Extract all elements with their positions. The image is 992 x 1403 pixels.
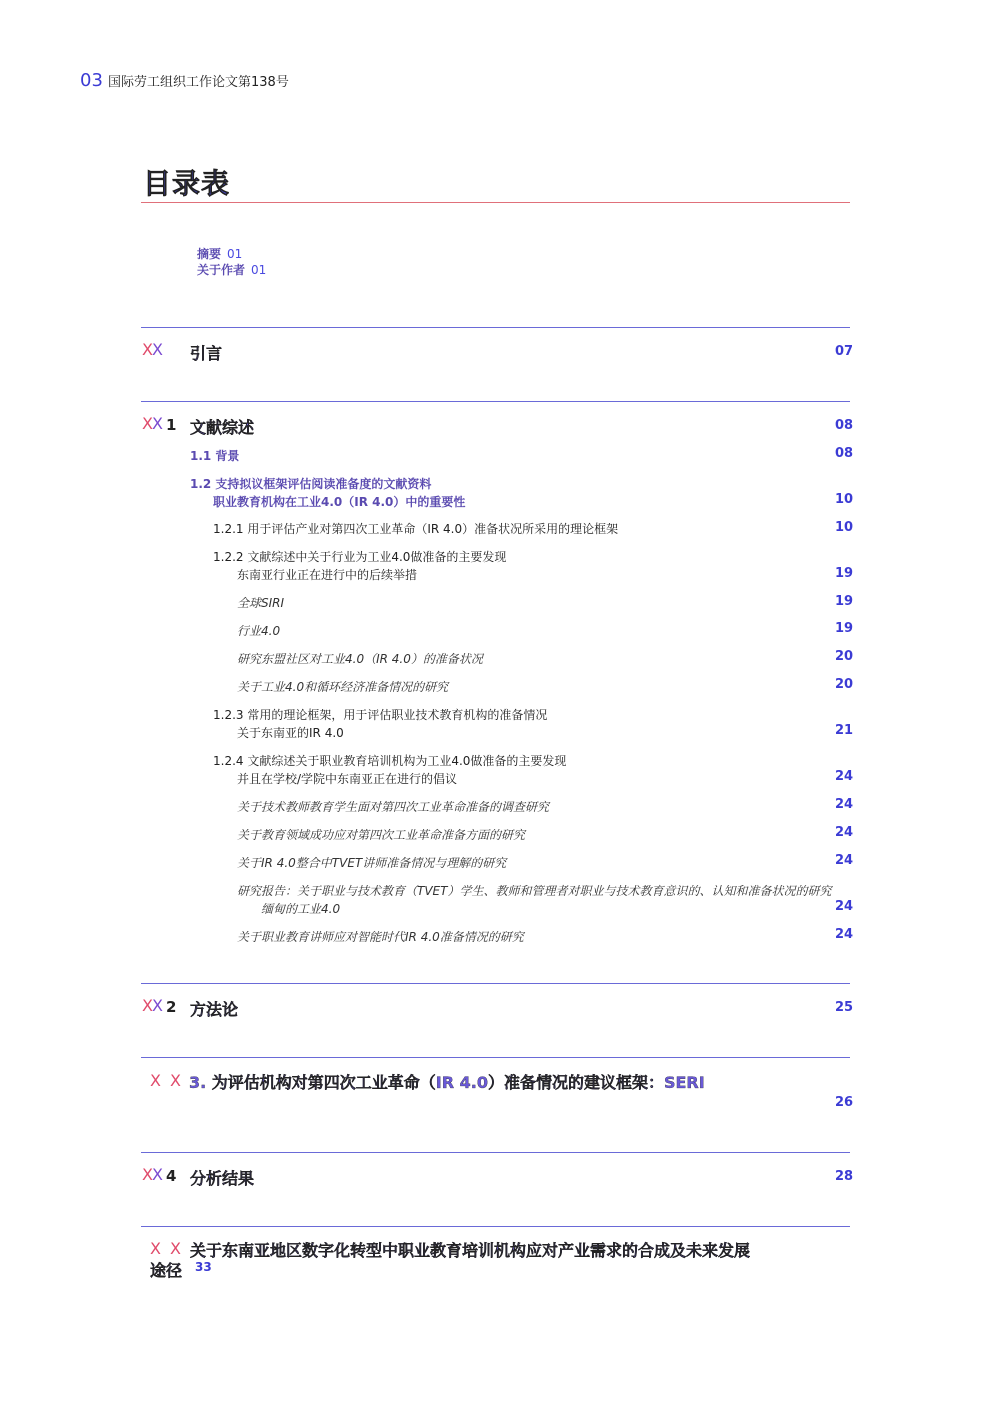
toc-entry: 行业4.0	[237, 624, 281, 638]
section-page: 26	[835, 1095, 854, 1110]
toc-page: 19	[835, 566, 854, 581]
toc-entry: 1.2 支持拟议框架评估阅读准备度的文献资料	[190, 477, 432, 491]
section-divider	[141, 1057, 850, 1058]
toc-entry: 研究东盟社区对工业4.0（IR 4.0）的准备状况	[237, 652, 483, 666]
section-marker: X X	[150, 1239, 184, 1258]
section-marker: XX	[142, 996, 162, 1015]
section-marker: XX	[142, 414, 162, 433]
toc-entry: 并且在学校/学院中东南亚正在进行的倡议	[237, 772, 458, 786]
section-divider	[141, 983, 850, 984]
toc-entry: 1.2.4 文献综述关于职业教育培训机构为工业4.0做准备的主要发现	[213, 754, 567, 768]
toc-page: 20	[835, 649, 854, 664]
toc-entry: 关于工业4.0和循环经济准备情况的研究	[237, 680, 449, 694]
toc-entry: 关于职业教育讲师应对智能时代IR 4.0准备情况的研究	[237, 930, 524, 944]
toc-entry-abstract	[197, 245, 242, 262]
toc-entry: 研究报告：关于职业与技术教育（TVET）学生、教师和管理者对职业与技术教育意识的、认知和准备状况的研究	[237, 884, 832, 898]
series-title: 国际劳工组织工作论文第138号	[108, 75, 289, 90]
toc-entry: 关于技术教师教育学生面对第四次工业革命准备的调查研究	[237, 800, 550, 814]
toc-page: 24	[835, 899, 854, 914]
section-page: 08	[835, 418, 854, 433]
section-title-framework: 3. 为评估机构对第四次工业革命（IR 4.0）准备情况的建议框架：SERI	[189, 1073, 705, 1092]
section-page: 28	[835, 1169, 854, 1184]
toc-page: 19	[835, 594, 854, 609]
toc-entry: 1.2.3 常用的理论框架，用于评估职业技术教育机构的准备情况	[213, 708, 548, 722]
toc-entry: 1.2.2 文献综述中关于行业为工业4.0做准备的主要发现	[213, 550, 507, 564]
section-marker: XX	[142, 340, 162, 359]
section-title-results: 分析结果	[190, 1169, 255, 1188]
section-number: 2	[166, 998, 177, 1016]
toc-page: 24	[835, 853, 854, 868]
toc-entry: 全球SIRI	[237, 596, 285, 610]
entry-page: 01	[227, 247, 243, 261]
entry-label: 摘要	[197, 247, 222, 261]
section-title-synthesis-line2: 途径	[150, 1261, 183, 1280]
section-marker: X X	[150, 1071, 184, 1090]
toc-page: 08	[835, 446, 854, 461]
toc-entry: 关于东南亚的IR 4.0	[237, 726, 344, 740]
section-title-method: 方法论	[190, 1000, 239, 1019]
toc-page: 24	[835, 769, 854, 784]
section-number: 4	[166, 1167, 177, 1185]
toc-entry: 缅甸的工业4.0	[261, 902, 341, 916]
toc-title: 目录表	[143, 167, 231, 200]
toc-entry: 东南亚行业正在进行中的后续举措	[237, 568, 418, 582]
section-title-literature: 文献综述	[190, 418, 255, 437]
section-divider	[141, 1226, 850, 1227]
section-page: 25	[835, 1000, 854, 1015]
toc-page: 24	[835, 927, 854, 942]
toc-page: 24	[835, 825, 854, 840]
toc-entry: 1.2.1 用于评估产业对第四次工业革命（IR 4.0）准备状况所采用的理论框架	[213, 522, 619, 536]
entry-page: 01	[251, 263, 267, 277]
section-number: 1	[166, 416, 177, 434]
toc-page: 10	[835, 520, 854, 535]
toc-entry-about-authors	[197, 261, 266, 278]
section-page: 33	[195, 1260, 212, 1274]
section-marker: XX	[142, 1165, 162, 1184]
section-title-synthesis: 关于东南亚地区数字化转型中职业教育培训机构应对产业需求的合成及未来发展	[190, 1241, 751, 1260]
entry-label: 关于作者	[197, 263, 246, 277]
section-title-intro: 引言	[190, 344, 223, 363]
toc-entry: 关于教育领域成功应对第四次工业革命准备方面的研究	[237, 828, 526, 842]
section-divider	[141, 1152, 850, 1153]
page-number: 03	[80, 70, 103, 91]
toc-page: 19	[835, 621, 854, 636]
section-divider	[141, 327, 850, 328]
toc-page: 24	[835, 797, 854, 812]
section-page: 07	[835, 344, 854, 359]
toc-page: 20	[835, 677, 854, 692]
toc-entry: 1.1 背景	[190, 449, 240, 463]
toc-entry: 关于IR 4.0整合中TVET讲师准备情况与理解的研究	[237, 856, 507, 870]
toc-entry: 职业教育机构在工业4.0（IR 4.0）中的重要性	[213, 495, 466, 509]
toc-page: 10	[835, 492, 854, 507]
section-divider	[141, 401, 850, 402]
title-divider	[141, 202, 850, 203]
toc-page: 21	[835, 723, 854, 738]
